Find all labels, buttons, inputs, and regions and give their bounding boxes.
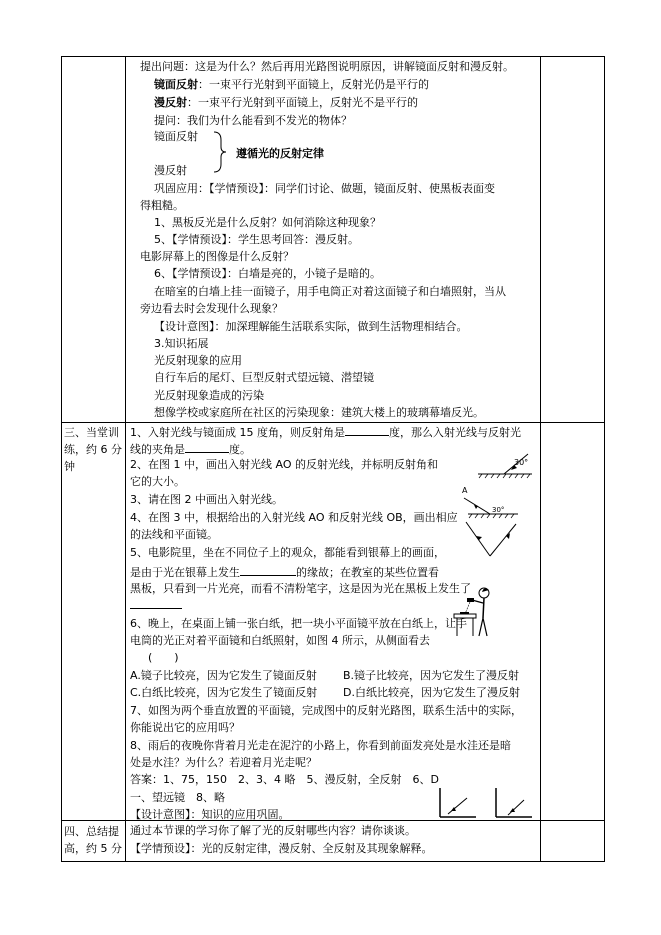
text-line: 6、【学情预设】：白墙是亮的，小镜子是暗的。 bbox=[154, 267, 381, 280]
arrowhead-icon bbox=[474, 505, 478, 509]
question-6: 6、晚上，在桌面上铺一张白纸，把一块小平面镜平放在白纸上，让手 bbox=[130, 617, 467, 630]
answer-blank bbox=[185, 441, 229, 453]
answer-parentheses: ( ) bbox=[148, 651, 179, 664]
text-line: 自行车后的尾灯、巨型反射式望远镜、潜望镜 bbox=[154, 371, 374, 384]
specular-reflection-definition bbox=[154, 78, 429, 92]
question-8-cont: 处是水洼？为什么？若迎着月光走呢？ bbox=[130, 756, 317, 769]
person-body bbox=[483, 598, 484, 618]
angle-label: 30° bbox=[492, 506, 505, 514]
mirror-on-paper bbox=[460, 612, 469, 614]
question-text: 度，那么入射光线与反射光 bbox=[389, 426, 521, 439]
reflected-ray-ob bbox=[490, 524, 516, 556]
figure-4-flashlight-illustration bbox=[452, 586, 494, 638]
question-1 bbox=[130, 424, 521, 440]
question-5: 5、电影院里，坐在不同位子上的观众，都能看到银幕上的画面， bbox=[130, 546, 445, 559]
brace-top-label: 镜面反射 bbox=[154, 130, 198, 143]
curly-brace-icon bbox=[212, 130, 228, 174]
diffuse-reflection-text: ：一束平行光射到平面镜上，反射光不是平行的 bbox=[187, 96, 418, 109]
incident-ray-ao bbox=[466, 522, 490, 556]
diffuse-reflection-definition bbox=[154, 96, 418, 110]
text-line: 提问：我们为什么能看到不发光的物体？ bbox=[154, 114, 352, 127]
text-line: 在暗室的白墙上挂一面镜子，用手电筒正对着这面镜子和白墙照射，当从 bbox=[154, 285, 506, 298]
question-text: 线的夹角是 bbox=[130, 443, 185, 456]
text-line: 1、黑板反光是什么反射？如何消除这种现象？ bbox=[154, 216, 381, 229]
question-4: 4、在图 3 中，根据给出的入射光线 AO 和反射光线 OB，画出相应 bbox=[130, 511, 458, 524]
person-leg bbox=[479, 618, 483, 636]
question-1-cont bbox=[130, 441, 251, 457]
table-top bbox=[454, 614, 476, 618]
question-text: 是由于光在银幕上发生 bbox=[130, 566, 240, 579]
text-line: 光反射现象的应用 bbox=[154, 354, 242, 367]
summary-expected-answer: 【学情预设】：光的反射定律，漫反射、全反射及其现象解释。 bbox=[130, 842, 433, 855]
row-divider-section3 bbox=[62, 422, 604, 423]
question-2: 2、在图 1 中，画出入射光线 AO 的反射光线，并标明反射角和 bbox=[130, 458, 438, 471]
text-line: 5、【学情预设】：学生思考回答：漫反射。 bbox=[154, 233, 359, 246]
question-8: 8、雨后的夜晚你背着月光走在泥泞的小路上，你看到前面发亮处是水洼还是暗 bbox=[130, 739, 511, 752]
option-d: D.白纸比较亮，因为它发生了漫反射 bbox=[343, 686, 520, 699]
figure-7-mirror-a bbox=[434, 786, 480, 820]
section4-label bbox=[64, 823, 122, 857]
diffuse-reflection-term: 漫反射 bbox=[154, 96, 187, 109]
answer-key: 答案：1、75，150 2、3、4 略 5、漫反射，全反射 6、D bbox=[130, 773, 439, 786]
option-c: C.白纸比较亮，因为它发生了镜面反射 bbox=[130, 686, 318, 699]
person-hair bbox=[482, 588, 489, 592]
section3-label-line: 练，约 6 分 bbox=[64, 443, 122, 456]
point-a-label: A bbox=[462, 486, 468, 495]
question-4-cont: 的法线和平面镜。 bbox=[130, 528, 218, 541]
text-line: 电影屏幕上的图像是什么反射？ bbox=[140, 250, 294, 263]
question-3: 3、请在图 2 中画出入射光线。 bbox=[130, 493, 283, 506]
figure-3-ray-diagram bbox=[464, 520, 520, 560]
section3-label-line: 三、当堂训 bbox=[64, 426, 119, 439]
answer-blank bbox=[130, 597, 182, 609]
answer-blank bbox=[345, 424, 389, 436]
text-line: 3.知识拓展 bbox=[154, 337, 209, 350]
text-line: 得粗糙。 bbox=[140, 199, 184, 212]
text-line: 【设计意图】：加深理解能生活联系实际，做到生活物理相结合。 bbox=[154, 320, 468, 333]
text-line: 旁边看去时会发现什么现象？ bbox=[140, 302, 283, 315]
text-line: 提出问题：这是为什么？然后再用光路图说明原因，讲解镜面反射和漫反射。 bbox=[140, 60, 514, 73]
option-a: A.镜子比较亮，因为它发生了镜面反射 bbox=[130, 669, 317, 682]
question-text: 的缘故；在教室的某些位置看 bbox=[296, 566, 439, 579]
question-5-cont: 黑板，只看到一片光亮，而看不清粉笔字，这是因为光在黑板上发生了 bbox=[130, 582, 471, 595]
option-b: B.镜子比较亮，因为它发生了漫反射 bbox=[343, 669, 520, 682]
section3-label-line: 钟 bbox=[64, 460, 75, 473]
column-divider-left bbox=[125, 57, 126, 861]
angle-label: 30° bbox=[514, 458, 529, 467]
figure-2-reflection-diagram bbox=[456, 484, 520, 520]
brace-bottom-label: 漫反射 bbox=[154, 164, 187, 177]
question-text: 1、入射光线与镜面成 15 度角，则反射角是 bbox=[130, 426, 345, 439]
section3-label bbox=[64, 424, 122, 475]
column-divider-right bbox=[540, 57, 541, 861]
incident-ray bbox=[508, 800, 524, 815]
text-line: 想像学校或家庭所在社区的污染现象：建筑大楼上的玻璃幕墙反光。 bbox=[154, 406, 484, 419]
question-2-cont: 它的大小。 bbox=[130, 475, 185, 488]
design-intent: 【设计意图】：知识的应用巩固。 bbox=[130, 808, 290, 821]
specular-reflection-text: ：一束平行光射到平面镜上，反射光仍是平行的 bbox=[198, 78, 429, 91]
question-5-cont bbox=[130, 564, 439, 580]
figure-1-mirror-diagram bbox=[478, 452, 534, 478]
answer-key-cont: 一、望远镜 8、略 bbox=[130, 791, 225, 804]
answer-blank bbox=[240, 564, 296, 576]
section4-label-line: 四、总结提 bbox=[64, 825, 119, 838]
incident-ray bbox=[448, 798, 467, 814]
text-line: 光反射现象造成的污染 bbox=[154, 389, 264, 402]
question-6-cont: 电筒的光正对着平面镜和白纸照射，如图 4 所示，从侧面看去 bbox=[130, 634, 430, 647]
brace-conclusion: 遵循光的反射定律 bbox=[236, 147, 324, 160]
person-leg bbox=[483, 618, 487, 636]
summary-prompt: 通过本节课的学习你了解了光的反射哪些内容？请你谈谈。 bbox=[130, 824, 416, 837]
question-text: 度。 bbox=[229, 443, 251, 456]
flashlight-icon bbox=[467, 598, 474, 602]
question-7: 7、如图为两个垂直放置的平面镜，完成图中的反射光路图，联系生活中的实际， bbox=[130, 704, 522, 717]
question-7-cont: 你能说出它的应用吗？ bbox=[130, 721, 240, 734]
figure-7-mirror-b bbox=[490, 786, 536, 820]
specular-reflection-term: 镜面反射 bbox=[154, 78, 198, 91]
text-line: 巩固应用：【学情预设】：同学们讨论、做题，镜面反射、使黑板表面变 bbox=[154, 182, 495, 195]
section4-label-line: 高，约 5 分 bbox=[64, 842, 122, 855]
